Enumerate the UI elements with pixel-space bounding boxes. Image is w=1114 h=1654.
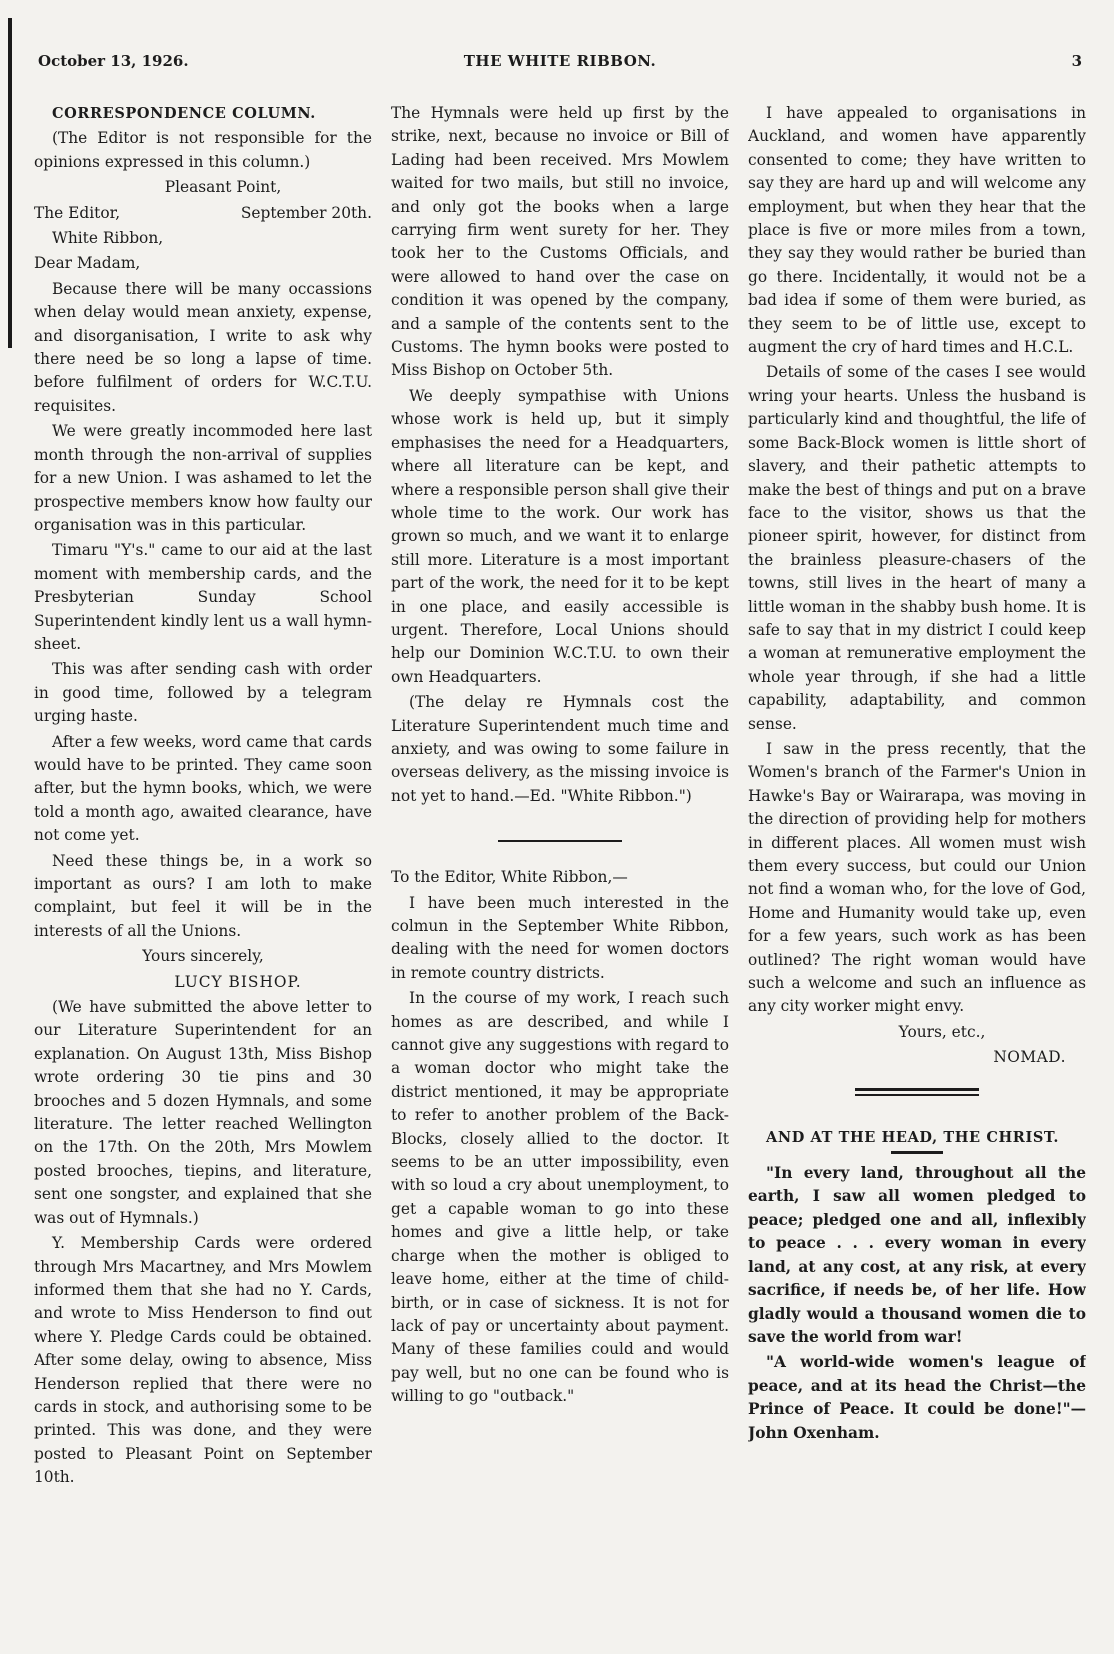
letter2-paragraph: In the course of my work, I reach such homes as are described, and while I cannot give any suggestions with regard to a woman doctor who might take the district mentioned, it may be appropriate to refer to another problem of the Back-Blocks, closely allied to the doctor. It seems to be an utter impossibility, even with so loud a cry about unemployment, to get a capable woman to go into these homes and give a little help, or take charge when the mother is obliged to leave home, either at the time of child-birth, or in case of sickness. It is not for lack of pay or uncertainty about payment. Many of these families could and would pay well, but no one can be found who is willing to go "outback.": [391, 989, 729, 1406]
letter1-paragraph: After a few weeks, word came that cards would have to be printed. They came soon after, but the hymn books, which, we were told a month ago, awaited clearance, have not come yet.: [34, 732, 372, 845]
letter-recipient: The Editor,: [34, 203, 121, 222]
column-3: [748, 102, 1086, 1642]
letter2-signature: NOMAD.: [993, 1048, 1066, 1067]
letter-place: Pleasant Point,: [164, 178, 282, 197]
correspondence-heading: CORRESPONDENCE COLUMN.: [52, 105, 316, 122]
column-2: [391, 102, 729, 1642]
letter2-paragraph: I have appealed to organisations in Auckland, and women have apparently consented to come; they have written to say they are hard up and will welcome any employment, but when they hear that the place is five or more miles from a town, they say they would rather be buried than go there. Incidentally, it would not be a bad idea if some of them were buried, as they seem to be of little use, except to augment the cry of hard times and H.C.L.: [748, 104, 1086, 357]
letter1-paragraph: We were greatly incommoded here last month through the non-arrival of supplies for a new Union. I was ashamed to let the prospective members know how faulty our organisation was in this particular.: [34, 422, 372, 534]
letter2-paragraph: Details of some of the cases I see would wring your hearts. Unless the husband is particularly kind and thoughtful, the life of some Back-Block women is little short of slavery, and their pathetic attempts to make the best of things and put on a brave face to the visitor, shows us that the pioneer spirit, however, for distinct from the brainless pleasure-chasers of the towns, still lives in the heart of many a little woman in the shabby bush home. It is safe to say that in my district I could keep a woman at remunerative employment the whole year through, if she had a little capability, adaptability, and common sense.: [748, 363, 1086, 733]
letter2-salutation: To the Editor, White Ribbon,—: [391, 868, 628, 887]
article-paragraph: "A world-wide women's league of peace, and at its head the Christ—the Prince of Peace. It could be done!"—John Oxenham.: [748, 1353, 1086, 1442]
letter2-paragraph: I saw in the press recently, that the Women's branch of the Farmer's Union in Hawke's Bay or Wairarapa, was moving in the direction of providing help for mothers in different places. All women must wish them every success, but could our Union not find a woman who, for the love of God, Home and Humanity would take up, even for a few years, such work as has been outlined? The right woman would have such a welcome and such an influence as any city worker might envy.: [748, 739, 1086, 1016]
letter-salutation: Dear Madam,: [34, 254, 141, 273]
column-1: [34, 102, 372, 1642]
editor-reply-paragraph: Y. Membership Cards were ordered through Mrs Macartney, and Mrs Mowlem informed them that she had no Y. Cards, and wrote to Miss Henderson to find out where Y. Pledge Cards could be obtained. After some delay, owing to absence, Miss Henderson replied that there were no cards in stock, and authorising some to be printed. This was done, and they were posted to Pleasant Point on September 10th.: [34, 1234, 372, 1487]
editor-reply-paragraph: We deeply sympathise with Unions whose work is held up, but it simply emphasises the need for a Headquarters, where all literature can be kept, and where a responsible person shall give their whole time to the work. Our work has grown so much, and we want it to enlarge still more. Literature is a most important part of the work, the need for it to be kept in one place, and easily accessible is urgent. Therefore, Local Unions should help our Dominion W.C.T.U. to own their own Headquarters.: [391, 386, 729, 686]
publication-title: THE WHITE RIBBON.: [463, 52, 657, 70]
article-paragraph: "In every land, throughout all the earth, I saw all women pledged to peace; pledged one and all, inflexibly to peace . . . every woman in every land, at any cost, at any risk, at every sacrifice, if needs be, of her life. How gladly would a thousand women die to save the world from war!: [748, 1164, 1086, 1346]
heading-underline: [891, 1151, 943, 1154]
letter1-paragraph: This was after sending cash with order in good time, followed by a telegram urging haste.: [34, 660, 372, 726]
section-divider: [498, 840, 622, 842]
letter1-closing: Yours sincerely,: [142, 947, 264, 966]
letter2-closing: Yours, etc.,: [898, 1022, 986, 1041]
letter2-paragraph: I have been much interested in the colmun in the September White Ribbon, dealing with the need for women doctors in remote country districts.: [391, 893, 729, 982]
editor-reply-paragraph: (We have submitted the above letter to our Literature Superintendent for an explanation. On August 13th, Miss Bishop wrote ordering 30 tie pins and 30 brooches and 5 dozen Hymnals, and some literature. The letter reached Wellington on the 17th. On the 20th, Mrs Mowlem posted brooches, tiepins, and literature, sent one songster, and explained that she was out of Hymnals.): [34, 998, 372, 1227]
page-number: 3: [1071, 52, 1082, 70]
letter1-paragraph: Timaru "Y's." came to our aid at the last moment with membership cards, and the Presbyterian Sunday School Superintendent kindly lent us a wall hymn-sheet.: [34, 541, 372, 653]
letter1-paragraph: Because there will be many occassions when delay would mean anxiety, expense, and disorganisation, I write to ask why there need be so long a lapse of time. before fulfilment of orders for W.C.T.U. requisites.: [34, 279, 372, 415]
page-header: [38, 52, 1082, 76]
article-heading: AND AT THE HEAD, THE CHRIST.: [766, 1128, 1060, 1146]
editor-reply-paragraph: The Hymnals were held up first by the strike, next, because no invoice or Bill of Lading had been received. Mrs Mowlem waited for two mails, but still no invoice, and only got the books when a large carrying firm went surety for her. They took her to the Customs Officials, and were allowed to hand over the case on condition it was opened by the company, and a sample of the contents sent to the Customs. The hymn books were posted to Miss Bishop on October 5th.: [391, 104, 729, 380]
section-divider-double: [855, 1088, 979, 1096]
margin-rule: [8, 18, 12, 348]
editor-disclaimer: (The Editor is not responsible for the opinions expressed in this column.): [34, 129, 372, 171]
letter-address-line: [34, 202, 372, 225]
letter1-paragraph: Need these things be, in a work so important as ours? I am loth to make complaint, but feel it will be in the interests of all the Unions.: [34, 851, 372, 940]
letter1-signature: LUCY BISHOP.: [174, 972, 302, 991]
letter-recipient-paper: White Ribbon,: [52, 229, 164, 248]
letter-date: September 20th.: [240, 203, 372, 222]
issue-date: October 13, 1926.: [38, 52, 189, 70]
editor-reply-paragraph: (The delay re Hymnals cost the Literature Superintendent much time and anxiety, and was owing to some failure in overseas delivery, as the missing invoice is not yet to hand.—Ed. "White Ribbon."): [391, 693, 729, 805]
